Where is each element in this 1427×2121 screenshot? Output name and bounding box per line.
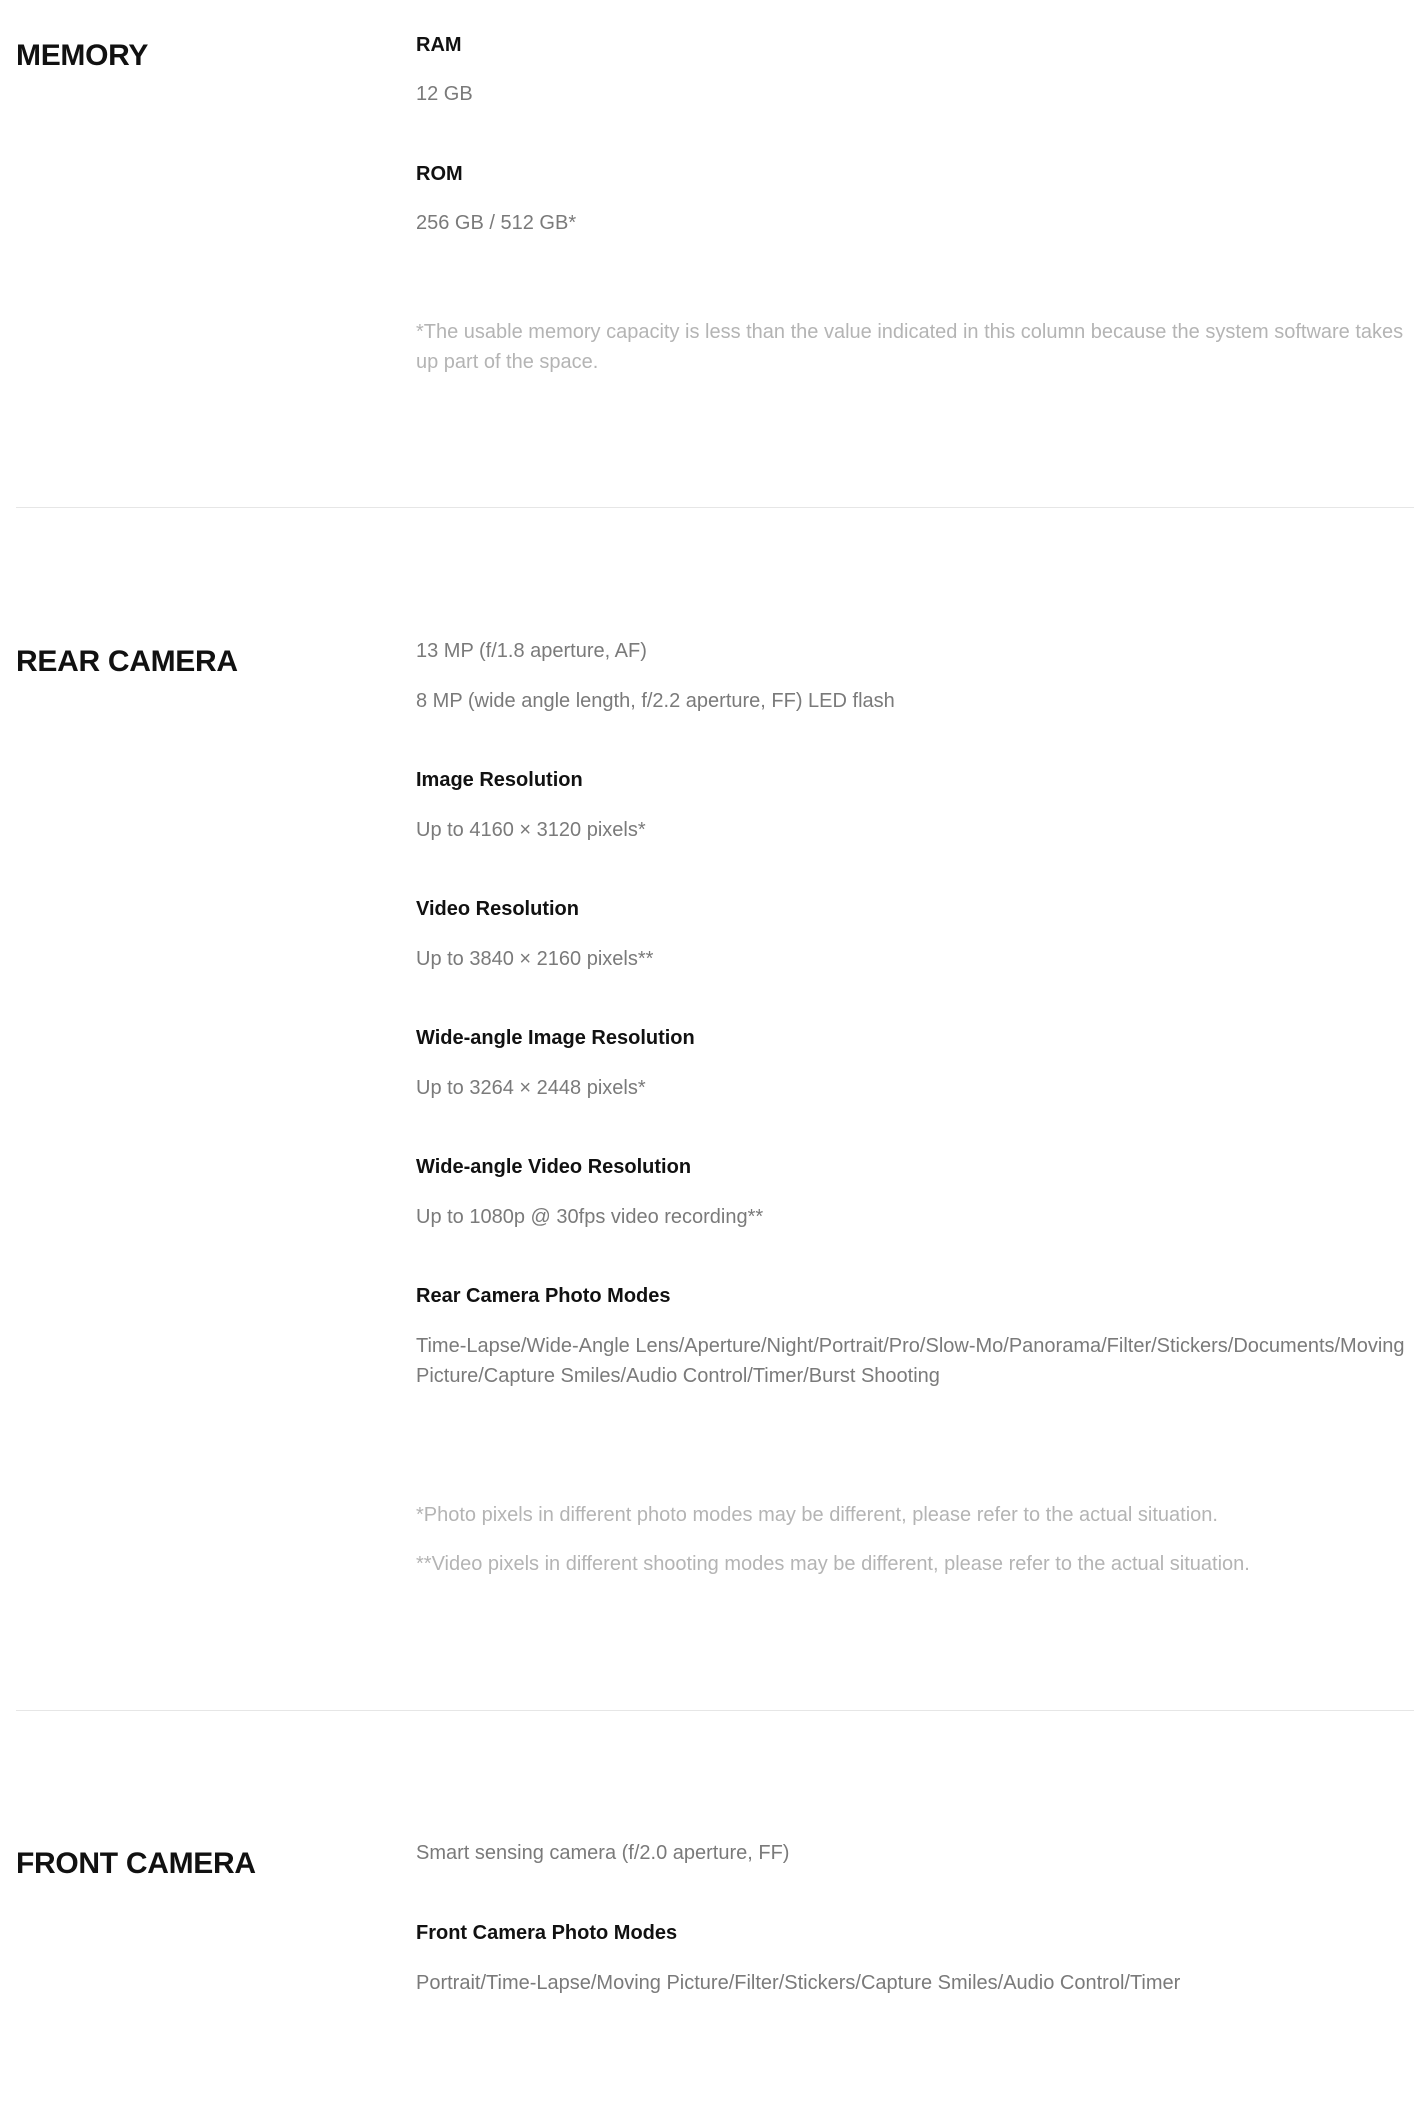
video-pixels-footnote: **Video pixels in different shooting modes may be different, please refer to the actual situation. xyxy=(416,1553,1250,1575)
photo-pixels-footnote: *Photo pixels in different photo modes may be different, please refer to the actual situation. xyxy=(416,1504,1218,1526)
ram-label: RAM xyxy=(416,34,462,56)
memory-title: MEMORY xyxy=(16,39,149,72)
rear-photo-modes-label: Rear Camera Photo Modes xyxy=(416,1285,671,1307)
wide-video-resolution-label: Wide-angle Video Resolution xyxy=(416,1156,692,1178)
video-resolution-label: Video Resolution xyxy=(416,898,579,920)
front-camera-section xyxy=(16,1800,1414,2100)
wide-image-resolution-value: Up to 3264 × 2448 pixels* xyxy=(416,1077,646,1099)
rom-value: 256 GB / 512 GB* xyxy=(416,212,577,234)
rear-main-camera-spec: 13 MP (f/1.8 aperture, AF) xyxy=(416,640,647,662)
wide-image-resolution-label: Wide-angle Image Resolution xyxy=(416,1027,695,1049)
ram-value: 12 GB xyxy=(416,83,473,105)
memory-section xyxy=(16,0,1414,500)
wide-video-resolution-value: Up to 1080p @ 30fps video recording** xyxy=(416,1206,764,1228)
front-camera-title: FRONT CAMERA xyxy=(16,1847,256,1880)
video-resolution-value: Up to 3840 × 2160 pixels** xyxy=(416,948,654,970)
rear-photo-modes-value: Time-Lapse/Wide-Angle Lens/Aperture/Night/Portrait/Pro/Slow-Mo/Panorama/Filter/Stickers/Documents/Moving Picture/Capture Smiles/Audio Control/Timer/Burst Shooting xyxy=(416,1335,1405,1387)
front-main-camera-spec: Smart sensing camera (f/2.0 aperture, FF) xyxy=(416,1842,790,1864)
rear-camera-title: REAR CAMERA xyxy=(16,645,238,678)
front-photo-modes-label: Front Camera Photo Modes xyxy=(416,1922,678,1944)
image-resolution-label: Image Resolution xyxy=(416,769,583,791)
section-divider xyxy=(16,1710,1414,1711)
memory-footnote: *The usable memory capacity is less than the value indicated in this column because the system software takes up part of the space. xyxy=(416,321,1404,373)
rear-camera-section xyxy=(16,600,1414,1700)
front-photo-modes-value: Portrait/Time-Lapse/Moving Picture/Filter/Stickers/Capture Smiles/Audio Control/Timer xyxy=(416,1972,1181,1994)
rom-label: ROM xyxy=(416,163,463,185)
rear-wide-camera-spec: 8 MP (wide angle length, f/2.2 aperture, FF) LED flash xyxy=(416,690,895,712)
image-resolution-value: Up to 4160 × 3120 pixels* xyxy=(416,819,646,841)
section-divider xyxy=(16,507,1414,508)
